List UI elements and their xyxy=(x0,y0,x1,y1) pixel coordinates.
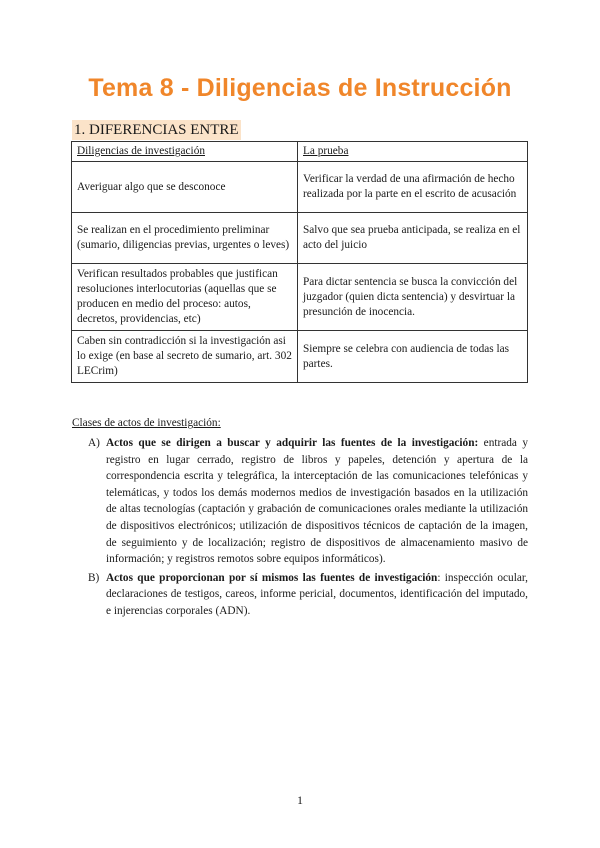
classes-heading: Clases de actos de investigación: xyxy=(72,417,221,429)
table-header-cell: La prueba xyxy=(298,142,528,162)
section-heading: 1. DIFERENCIAS ENTRE xyxy=(74,122,239,138)
table-cell: Verificar la verdad de una afirmación de hecho realizada por la parte en el escrito de acusación xyxy=(298,162,528,213)
table-cell: Salvo que sea prueba anticipada, se realiza en el acto del juicio xyxy=(298,213,528,264)
table-cell: Verifican resultados probables que justifican resoluciones interlocutorias (aquellas que se producen en medio del proceso: autos, decretos, providencias, etc) xyxy=(72,264,298,331)
table-cell: Siempre se celebra con audiencia de todas las partes. xyxy=(298,331,528,383)
table-row xyxy=(72,213,528,264)
comparison-table xyxy=(71,141,528,383)
list-marker: A) xyxy=(88,437,100,449)
table-header-row xyxy=(72,142,528,162)
table-row xyxy=(72,331,528,383)
list-item xyxy=(72,435,528,568)
item-heading: Actos que proporcionan por sí mismos las fuentes de investigación xyxy=(106,571,438,584)
list-marker: B) xyxy=(88,571,100,584)
table-row xyxy=(72,264,528,331)
table-row xyxy=(72,162,528,213)
item-heading: Actos que se dirigen a buscar y adquirir las fuentes de la investigación: xyxy=(106,437,479,449)
table-cell: Se realizan en el procedimiento preliminar (sumario, diligencias previas, urgentes o leves) xyxy=(72,213,298,264)
table-cell: Para dictar sentencia se busca la convicción del juzgador (quien dicta sentencia) y desvirtuar la presunción de inocencia. xyxy=(298,264,528,331)
table-cell: Averiguar algo que se desconoce xyxy=(72,162,298,213)
list-item xyxy=(72,570,528,620)
investigation-acts-list xyxy=(72,435,528,622)
item-text: : inspección ocular, declaraciones de testigos, careos, informe pericial, documentos, identificación del imputado, e injerencias corporales (ADN). xyxy=(106,571,528,617)
table-cell: Caben sin contradicción si la investigación asi lo exige (en base al secreto de sumario, art. 302 LECrim) xyxy=(72,331,298,383)
item-text: entrada y registro en lugar cerrado, registro de libros y papeles, detención y apertura de la correspondencia escrita y telegráfica, la interceptación de las comunicaciones telefónicas y telemáticas, y todos los demás modernos medios de investigación basados en la utilización de altas tecnologías (captación y grabación de comunicaciones orales mediante la utilización de dispositivos electrónicos; utilización de dispositivos técnicos de captación de la imagen, de seguimiento y de localización; registro de dispositivos de almacenamiento masivo de información; y registros remotos sobre equipos informáticos). xyxy=(106,437,528,566)
page-number: 1 xyxy=(297,793,303,807)
document-title: Tema 8 - Diligencias de Instrucción xyxy=(88,74,512,102)
table-header-cell: Diligencias de investigación xyxy=(72,142,298,162)
